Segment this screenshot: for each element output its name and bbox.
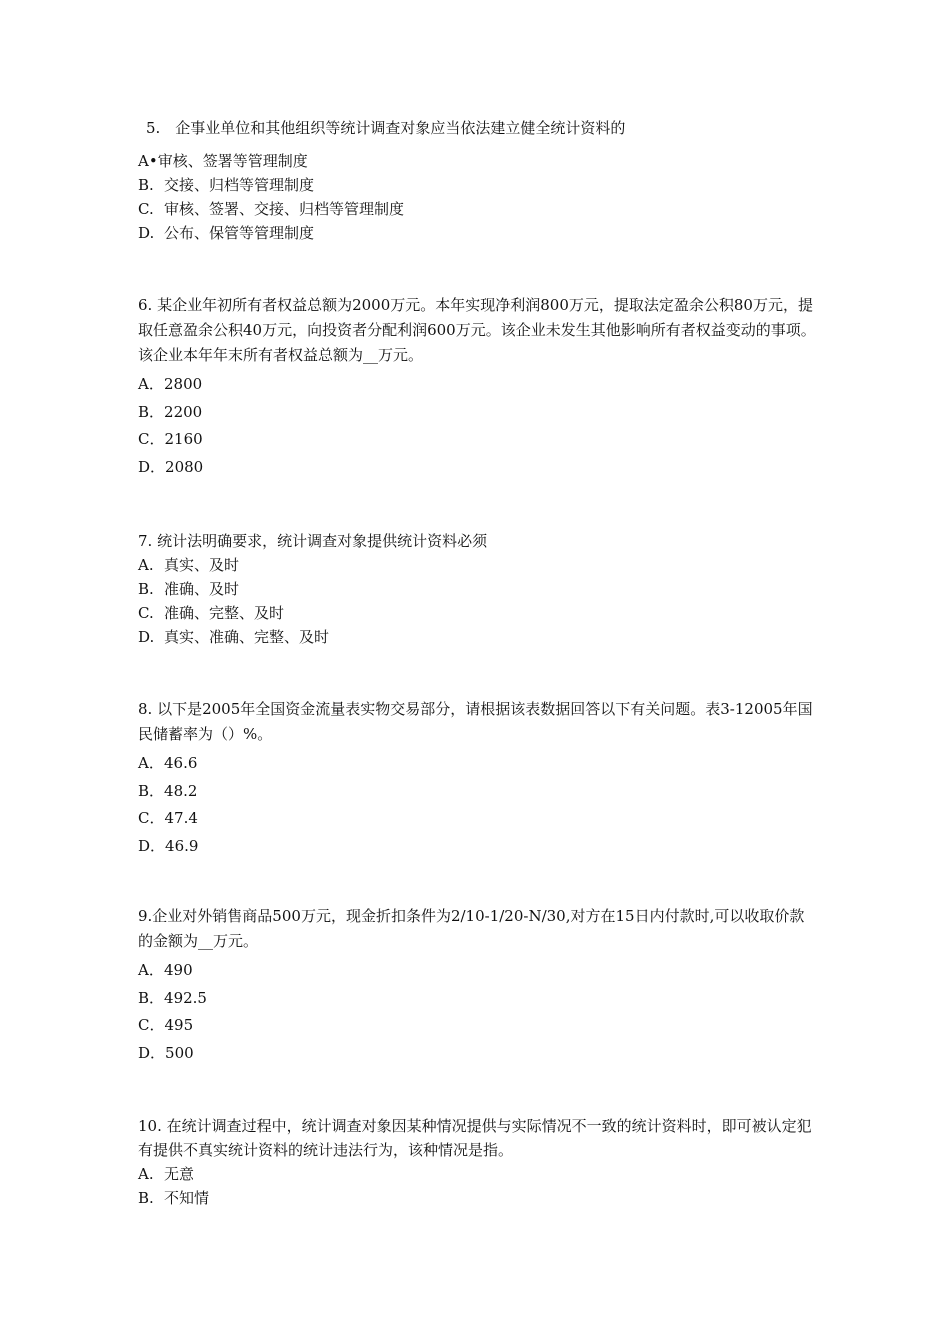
question-9 [138,904,818,1067]
option-b: B．492.5 [138,988,207,1007]
question-stem: 7. 统计法明确要求，统计调查对象提供统计资料必须 [138,532,488,550]
option-a: A. 无意 [138,1165,195,1183]
question-5 [138,116,818,245]
question-8 [138,697,818,860]
option-d: D．2080 [138,457,204,476]
option-b: B．48.2 [138,781,198,800]
option-d: D. 真实、准确、完整、及时 [138,628,330,646]
question-stem: 10. 在统计调查过程中，统计调查对象因某种情况提供与实际情况不一致的统计资料时，即可被认定犯有提供不真实统计资料的统计违法行为，该种情况是指。 [138,1117,812,1159]
question-10 [138,1114,818,1210]
option-c: C．47.4 [138,809,198,827]
option-a: A．490 [138,961,193,979]
option-b: B．2200 [138,402,203,421]
option-d: D. 公布、保管等管理制度 [138,224,315,242]
option-a: A．46.6 [138,754,198,772]
question-stem: 9.企业对外销售商品500万元，现金折扣条件为2/10-1/20-N/30,对方在15日内付款时,可以收取价款的金额为__万元。 [138,907,805,950]
option-d: D．500 [138,1043,194,1062]
question-7 [138,529,818,649]
option-b: B. 交接、归档等管理制度 [138,176,315,194]
option-c: C．495 [138,1016,194,1034]
option-c: C. 审核、签署、交接、归档等管理制度 [138,200,405,218]
question-stem: 5. 企事业单位和其他组织等统计调查对象应当依法建立健全统计资料的 [146,119,626,137]
option-a: A．2800 [138,375,203,393]
option-c: C. 准确、完整、及时 [138,604,285,622]
option-b: B. 不知情 [138,1189,210,1207]
question-stem: 8. 以下是2005年全国资金流量表实物交易部分，请根据该表数据回答以下有关问题。表3-12005年国民储蓄率为（）%。 [138,700,813,743]
question-6 [138,293,818,481]
option-a: A•审核、签署等管理制度 [138,152,308,170]
option-a: A. 真实、及时 [138,556,240,574]
option-b: B. 准确、及时 [138,580,240,598]
option-d: D．46.9 [138,836,199,855]
option-c: C．2160 [138,430,203,448]
question-stem: 6. 某企业年初所有者权益总额为2000万元。本年实现净利润800万元，提取法定盈余公积80万元，提取任意盈余公积40万元，向投资者分配利润600万元。该企业未发生其他影响所有者权益变动的事项。该企业本年年末所有者权益总额为__万元。 [138,296,816,364]
